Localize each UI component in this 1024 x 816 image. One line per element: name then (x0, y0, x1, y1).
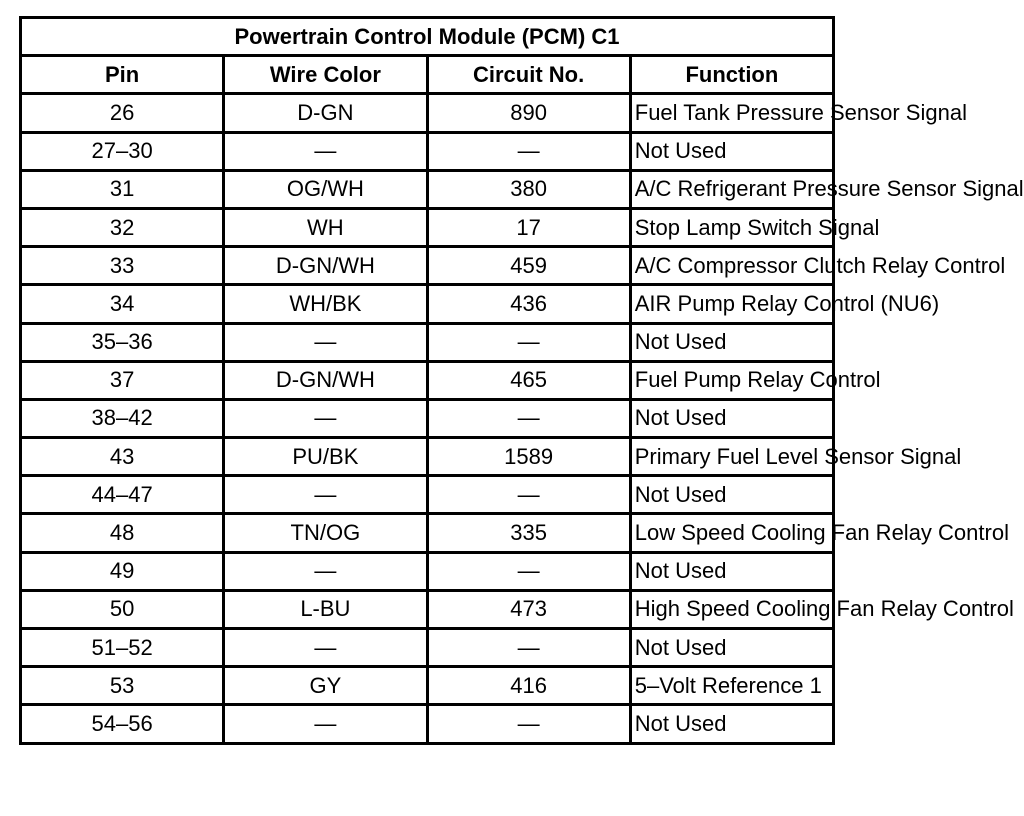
wire-color-cell: TN/OG (224, 514, 427, 552)
table-row (21, 285, 834, 323)
function-cell: Not Used (630, 629, 833, 667)
function-cell: Not Used (630, 552, 833, 590)
table-row (21, 399, 834, 437)
pin-cell: 37 (21, 361, 224, 399)
circuit-cell: 335 (427, 514, 630, 552)
wire-color-cell: D-GN/WH (224, 361, 427, 399)
wire-color-cell: D-GN (224, 94, 427, 132)
circuit-cell: 890 (427, 94, 630, 132)
wire-color-cell: PU/BK (224, 438, 427, 476)
wire-color-cell: — (224, 705, 427, 743)
circuit-cell: 380 (427, 170, 630, 208)
circuit-cell: — (427, 323, 630, 361)
wire-color-cell: — (224, 399, 427, 437)
circuit-cell: — (427, 476, 630, 514)
table-row (21, 323, 834, 361)
function-cell: Fuel Pump Relay Control (630, 361, 833, 399)
table-row (21, 247, 834, 285)
pin-cell: 48 (21, 514, 224, 552)
table-row (21, 552, 834, 590)
table-row (21, 667, 834, 705)
function-cell: Low Speed Cooling Fan Relay Control (630, 514, 833, 552)
table-title: Powertrain Control Module (PCM) C1 (21, 18, 834, 56)
pin-cell: 44–47 (21, 476, 224, 514)
pin-cell: 34 (21, 285, 224, 323)
table-row (21, 132, 834, 170)
function-cell: Not Used (630, 323, 833, 361)
table-row (21, 170, 834, 208)
circuit-cell: 17 (427, 208, 630, 246)
table-row (21, 705, 834, 743)
wire-color-cell: WH/BK (224, 285, 427, 323)
table-row (21, 514, 834, 552)
wire-color-cell: D-GN/WH (224, 247, 427, 285)
table-row (21, 361, 834, 399)
wire-color-cell: WH (224, 208, 427, 246)
circuit-cell: 459 (427, 247, 630, 285)
header-wire-color: Wire Color (224, 56, 427, 94)
function-cell: Not Used (630, 399, 833, 437)
function-cell: Fuel Tank Pressure Sensor Signal (630, 94, 833, 132)
wire-color-cell: — (224, 132, 427, 170)
header-pin: Pin (21, 56, 224, 94)
wire-color-cell: OG/WH (224, 170, 427, 208)
circuit-cell: 465 (427, 361, 630, 399)
wire-color-cell: — (224, 476, 427, 514)
table-title-row (21, 18, 834, 56)
function-cell: High Speed Cooling Fan Relay Control (630, 590, 833, 628)
circuit-cell: — (427, 705, 630, 743)
pin-cell: 26 (21, 94, 224, 132)
pin-cell: 38–42 (21, 399, 224, 437)
function-cell: A/C Compressor Clutch Relay Control (630, 247, 833, 285)
pin-cell: 43 (21, 438, 224, 476)
table-row (21, 476, 834, 514)
table-row (21, 208, 834, 246)
pin-cell: 35–36 (21, 323, 224, 361)
pin-cell: 50 (21, 590, 224, 628)
pin-cell: 54–56 (21, 705, 224, 743)
function-cell: Not Used (630, 476, 833, 514)
pcm-connector-table (19, 16, 1024, 745)
wire-color-cell: — (224, 323, 427, 361)
circuit-cell: 436 (427, 285, 630, 323)
table-body (21, 94, 1024, 743)
table-header-row (21, 56, 834, 94)
circuit-cell: 416 (427, 667, 630, 705)
pin-cell: 33 (21, 247, 224, 285)
circuit-cell: — (427, 399, 630, 437)
function-cell: 5–Volt Reference 1 (630, 667, 833, 705)
pin-cell: 53 (21, 667, 224, 705)
circuit-cell: — (427, 629, 630, 667)
wire-color-cell: — (224, 629, 427, 667)
wire-color-cell: GY (224, 667, 427, 705)
table-row (21, 94, 834, 132)
header-circuit-no: Circuit No. (427, 56, 630, 94)
pin-cell: 49 (21, 552, 224, 590)
header-function: Function (630, 56, 833, 94)
table-row (21, 629, 834, 667)
function-cell: Not Used (630, 705, 833, 743)
function-cell: A/C Refrigerant Pressure Sensor Signal (630, 170, 833, 208)
table-row (21, 438, 834, 476)
function-cell: AIR Pump Relay Control (NU6) (630, 285, 833, 323)
circuit-cell: — (427, 552, 630, 590)
pin-cell: 32 (21, 208, 224, 246)
pin-cell: 31 (21, 170, 224, 208)
function-cell: Not Used (630, 132, 833, 170)
table-row (21, 590, 834, 628)
pin-cell: 27–30 (21, 132, 224, 170)
function-cell: Primary Fuel Level Sensor Signal (630, 438, 833, 476)
circuit-cell: 473 (427, 590, 630, 628)
function-cell: Stop Lamp Switch Signal (630, 208, 833, 246)
wire-color-cell: — (224, 552, 427, 590)
wire-color-cell: L-BU (224, 590, 427, 628)
pin-cell: 51–52 (21, 629, 224, 667)
circuit-cell: 1589 (427, 438, 630, 476)
circuit-cell: — (427, 132, 630, 170)
